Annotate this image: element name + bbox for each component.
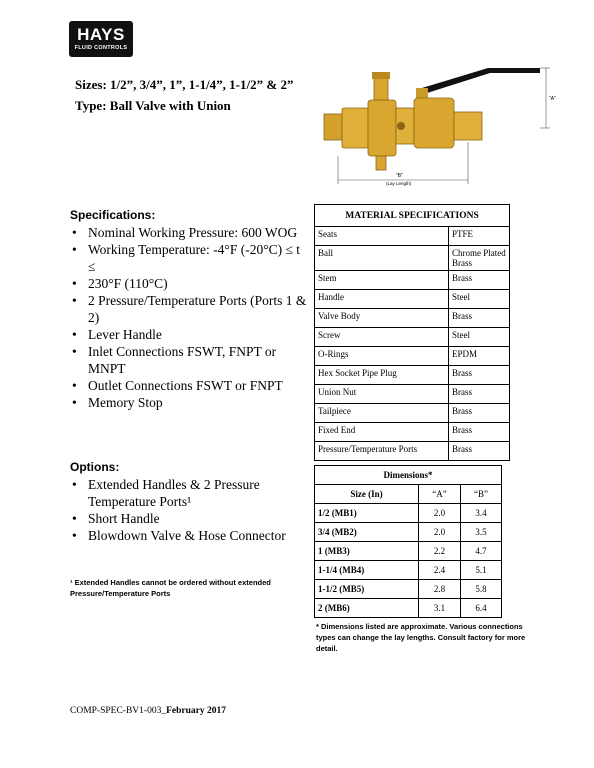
material-value: EPDM xyxy=(449,347,510,366)
material-row xyxy=(315,290,510,309)
spec-item: • Lever Handle xyxy=(70,326,310,343)
ball-valve-drawing xyxy=(318,60,558,190)
material-value: Brass xyxy=(449,423,510,442)
spec-item-continuation: 230°F (110°C) xyxy=(88,276,168,291)
specifications-list xyxy=(70,224,310,411)
logo-tagline: FLUID CONTROLS xyxy=(74,45,128,51)
material-value: Brass xyxy=(449,404,510,423)
material-row xyxy=(315,366,510,385)
material-value: Steel xyxy=(449,290,510,309)
options-list xyxy=(70,476,290,544)
material-component: Tailpiece xyxy=(315,404,449,423)
material-component: Handle xyxy=(315,290,449,309)
material-component: Screw xyxy=(315,328,449,347)
hays-logo xyxy=(69,21,133,57)
dim-b: 5.1 xyxy=(460,561,501,580)
dim-a: 2.4 xyxy=(418,561,460,580)
dimensions-note: * Dimensions listed are approximate. Various connections types can change the lay lengths. Consult factory for more detail. xyxy=(316,622,526,653)
material-value: Chrome Plated Brass xyxy=(449,246,510,271)
dim-b: 5.8 xyxy=(460,580,501,599)
dim-b: 6.4 xyxy=(460,599,501,618)
spec-item: • Nominal Working Pressure: 600 WOG xyxy=(70,224,310,241)
material-value: Brass xyxy=(449,385,510,404)
material-component: O-Rings xyxy=(315,347,449,366)
material-value: PTFE xyxy=(449,227,510,246)
material-component: Ball xyxy=(315,246,449,271)
material-component: Hex Socket Pipe Plug xyxy=(315,366,449,385)
spec-item: • Memory Stop xyxy=(70,394,310,411)
material-row xyxy=(315,246,510,271)
material-component: Stem xyxy=(315,271,449,290)
dim-b: 4.7 xyxy=(460,542,501,561)
material-value: Steel xyxy=(449,328,510,347)
dimensions-table xyxy=(314,465,502,618)
dimension-row xyxy=(315,504,502,523)
material-value: Brass xyxy=(449,271,510,290)
dim-b: 3.4 xyxy=(460,504,501,523)
options-title: Options: xyxy=(70,460,120,474)
material-table-title: MATERIAL SPECIFICATIONS xyxy=(315,205,510,227)
spec-item: • Working Temperature: -4°F (-20°C) ≤ t ≤ xyxy=(70,241,310,275)
material-row xyxy=(315,385,510,404)
dim-a: 2.0 xyxy=(418,504,460,523)
logo-wordmark: HAYS xyxy=(77,25,125,44)
document-id xyxy=(70,706,226,716)
dim-a: 2.2 xyxy=(418,542,460,561)
options-footnote: ¹ Extended Handles cannot be ordered without extended Pressure/Temperature Ports xyxy=(70,578,271,598)
material-component: Union Nut xyxy=(315,385,449,404)
dimension-row xyxy=(315,542,502,561)
dim-header-a: “A” xyxy=(418,485,460,504)
material-row xyxy=(315,347,510,366)
option-item: • Blowdown Valve & Hose Connector xyxy=(70,527,290,544)
material-specifications-table xyxy=(314,204,510,461)
dim-a: 3.1 xyxy=(418,599,460,618)
dim-size: 1/2 (MB1) xyxy=(315,504,419,523)
dim-a-label: "A" xyxy=(549,96,556,102)
spec-item: • Outlet Connections FSWT or FNPT xyxy=(70,377,310,394)
spec-item: • Inlet Connections FSWT, FNPT or MNPT xyxy=(70,343,310,377)
dimension-row xyxy=(315,523,502,542)
material-value: Brass xyxy=(449,309,510,328)
dim-header-b: “B” xyxy=(460,485,501,504)
option-item: • Extended Handles & 2 Pressure Temperature Ports¹ xyxy=(70,476,290,510)
dim-size: 1 (MB3) xyxy=(315,542,419,561)
dim-size: 3/4 (MB2) xyxy=(315,523,419,542)
dimension-row xyxy=(315,580,502,599)
material-row xyxy=(315,309,510,328)
material-row xyxy=(315,442,510,461)
material-row xyxy=(315,227,510,246)
dim-size: 1-1/4 (MB4) xyxy=(315,561,419,580)
material-row xyxy=(315,271,510,290)
type-line: Type: Ball Valve with Union xyxy=(75,98,231,113)
material-row xyxy=(315,404,510,423)
material-value: Brass xyxy=(449,442,510,461)
material-row xyxy=(315,328,510,347)
dim-a: 2.8 xyxy=(418,580,460,599)
sizes-line: Sizes: 1/2”, 3/4”, 1”, 1-1/4”, 1-1/2” & 2” xyxy=(75,77,294,92)
spec-item: • 2 Pressure/Temperature Ports (Ports 1 & 2) xyxy=(70,292,310,326)
material-row xyxy=(315,423,510,442)
dim-b: 3.5 xyxy=(460,523,501,542)
doc-date: February 2017 xyxy=(166,706,226,716)
dim-a: 2.0 xyxy=(418,523,460,542)
material-component: Valve Body xyxy=(315,309,449,328)
doc-code: COMP-SPEC-BV1-003_ xyxy=(70,706,167,716)
lay-length-label: (Lay Length) xyxy=(386,181,412,186)
dim-size: 2 (MB6) xyxy=(315,599,419,618)
dimension-row xyxy=(315,599,502,618)
material-component: Pressure/Temperature Ports xyxy=(315,442,449,461)
option-item: • Short Handle xyxy=(70,510,290,527)
spec-item xyxy=(70,275,310,292)
specifications-title: Specifications: xyxy=(70,208,156,222)
dim-header-size: Size (In) xyxy=(315,485,419,504)
dimension-row xyxy=(315,561,502,580)
material-component: Fixed End xyxy=(315,423,449,442)
dimensions-table-title: Dimensions* xyxy=(315,466,502,485)
material-value: Brass xyxy=(449,366,510,385)
dim-b-label: "B" xyxy=(396,173,403,179)
dim-size: 1-1/2 (MB5) xyxy=(315,580,419,599)
material-component: Seats xyxy=(315,227,449,246)
